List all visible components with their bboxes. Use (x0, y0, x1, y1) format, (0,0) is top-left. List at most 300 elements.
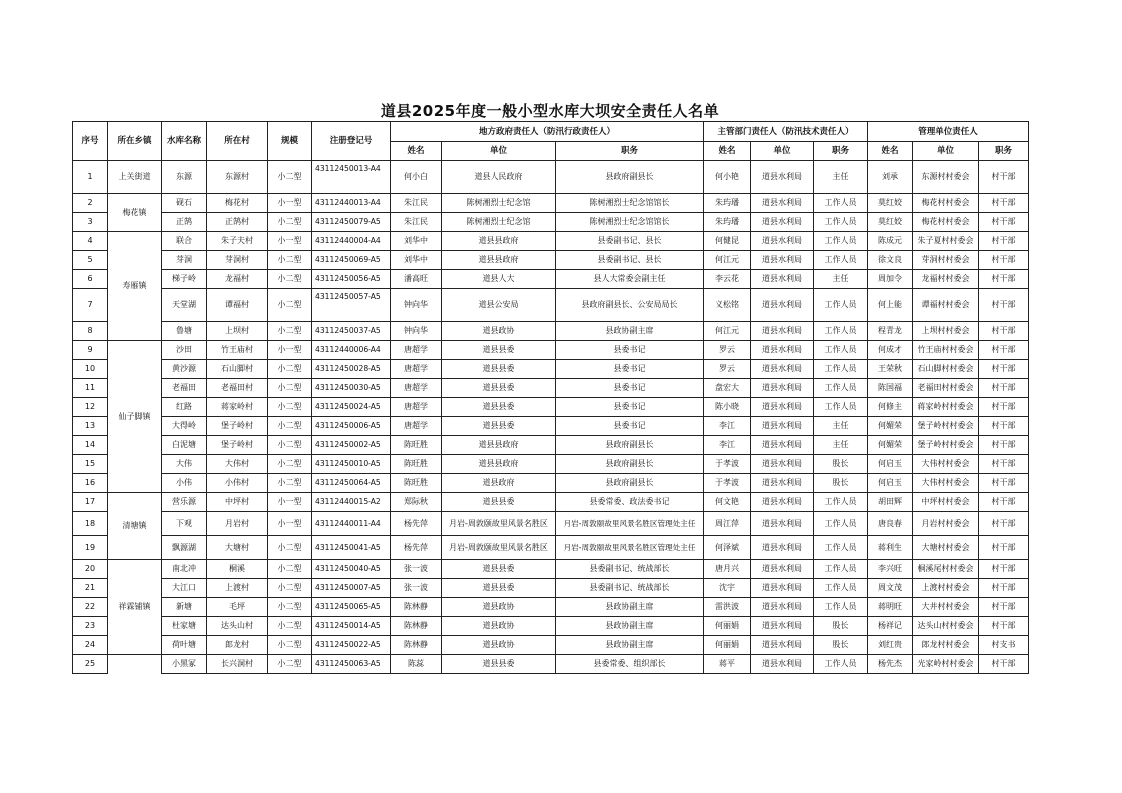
cell-dept-unit: 道县水利局 (751, 617, 814, 636)
cell-seq: 5 (73, 251, 108, 270)
cell-mgmt-unit: 郎龙村村委会 (913, 636, 979, 655)
cell-reg-no: 43112450030-A5 (312, 379, 391, 398)
cell-mgmt-name: 周文茂 (868, 579, 913, 598)
table-row (73, 161, 1029, 194)
cell-gov-name: 唐超学 (391, 360, 442, 379)
cell-dept-unit: 道县水利局 (751, 598, 814, 617)
cell-gov-position: 县政协副主席 (556, 322, 704, 341)
cell-reservoir: 大伟 (162, 455, 207, 474)
cell-reg-no: 43112450079-A5 (312, 213, 391, 232)
table-row (73, 232, 1029, 251)
cell-dept-position: 工作人员 (814, 398, 868, 417)
table-row (73, 579, 1029, 598)
cell-dept-name: 罗云 (704, 341, 751, 360)
cell-gov-name: 陈旺胜 (391, 436, 442, 455)
cell-gov-name: 刘华中 (391, 251, 442, 270)
cell-reg-no: 43112450010-A5 (312, 455, 391, 474)
cell-dept-unit: 道县水利局 (751, 436, 814, 455)
cell-dept-position: 主任 (814, 417, 868, 436)
cell-seq: 23 (73, 617, 108, 636)
table-row (73, 436, 1029, 455)
cell-scale: 小二型 (268, 455, 312, 474)
cell-dept-position: 工作人员 (814, 655, 868, 674)
cell-village: 谭福村 (207, 289, 268, 322)
cell-dept-name: 何丽娟 (704, 636, 751, 655)
cell-scale: 小二型 (268, 436, 312, 455)
cell-reg-no: 43112440006-A4 (312, 341, 391, 360)
cell-mgmt-name: 何媚荣 (868, 436, 913, 455)
cell-mgmt-position: 村干部 (979, 161, 1029, 194)
header-group-mgmt: 管理单位责任人 (868, 122, 1029, 142)
cell-gov-position: 县委书记 (556, 379, 704, 398)
cell-village: 上坝村 (207, 322, 268, 341)
cell-seq: 6 (73, 270, 108, 289)
cell-mgmt-unit: 石山脚村村委会 (913, 360, 979, 379)
cell-town: 祥霖铺镇 (108, 560, 162, 655)
cell-reservoir: 新塘 (162, 598, 207, 617)
cell-reg-no: 43112440013-A4 (312, 194, 391, 213)
cell-mgmt-name: 何上能 (868, 289, 913, 322)
cell-dept-unit: 道县水利局 (751, 270, 814, 289)
cell-reservoir: 红路 (162, 398, 207, 417)
cell-gov-unit: 道县县委 (442, 398, 556, 417)
cell-town: 梅花镇 (108, 194, 162, 232)
cell-mgmt-name: 杨祥记 (868, 617, 913, 636)
cell-reservoir: 正鹄 (162, 213, 207, 232)
cell-seq: 3 (73, 213, 108, 232)
cell-gov-name: 陈旺胜 (391, 474, 442, 493)
cell-reg-no: 43112450037-A5 (312, 322, 391, 341)
cell-mgmt-position: 村干部 (979, 360, 1029, 379)
cell-dept-name: 周江萍 (704, 512, 751, 536)
cell-gov-name: 张一波 (391, 560, 442, 579)
cell-reservoir: 东源 (162, 161, 207, 194)
cell-dept-unit: 道县水利局 (751, 161, 814, 194)
table-row (73, 560, 1029, 579)
cell-reg-no: 43112450013-A4 (312, 161, 391, 194)
cell-reservoir: 荷叶塘 (162, 636, 207, 655)
cell-dept-name: 何小艳 (704, 161, 751, 194)
cell-town: 寿雁镇 (108, 232, 162, 341)
table-row (73, 194, 1029, 213)
cell-mgmt-unit: 芽洞村村委会 (913, 251, 979, 270)
cell-village: 达头山村 (207, 617, 268, 636)
table-row (73, 398, 1029, 417)
cell-dept-position: 工作人员 (814, 512, 868, 536)
cell-scale: 小二型 (268, 417, 312, 436)
cell-mgmt-unit: 堡子岭村村委会 (913, 436, 979, 455)
cell-mgmt-name: 陈国福 (868, 379, 913, 398)
cell-dept-name: 朱玙璠 (704, 194, 751, 213)
cell-mgmt-name: 何成才 (868, 341, 913, 360)
cell-mgmt-unit: 梅花村村委会 (913, 213, 979, 232)
table-row (73, 536, 1029, 560)
cell-mgmt-name: 刘红贵 (868, 636, 913, 655)
table-row (73, 617, 1029, 636)
cell-mgmt-name: 何启玉 (868, 474, 913, 493)
cell-dept-name: 沈宇 (704, 579, 751, 598)
cell-gov-unit: 道县县政府 (442, 232, 556, 251)
cell-scale: 小二型 (268, 289, 312, 322)
cell-village: 郎龙村 (207, 636, 268, 655)
cell-mgmt-position: 村干部 (979, 232, 1029, 251)
cell-mgmt-name: 蒋利生 (868, 536, 913, 560)
cell-mgmt-name: 何启玉 (868, 455, 913, 474)
table-row (73, 455, 1029, 474)
cell-mgmt-unit: 朱子夏村村委会 (913, 232, 979, 251)
cell-gov-name: 唐超学 (391, 398, 442, 417)
cell-gov-position: 月岩-周敦颐故里风景名胜区管理处主任 (556, 512, 704, 536)
table-row (73, 598, 1029, 617)
cell-village: 梅花村 (207, 194, 268, 213)
cell-dept-unit: 道县水利局 (751, 655, 814, 674)
cell-gov-name: 陈蕊 (391, 655, 442, 674)
cell-dept-unit: 道县水利局 (751, 251, 814, 270)
cell-dept-unit: 道县水利局 (751, 636, 814, 655)
cell-dept-position: 工作人员 (814, 194, 868, 213)
cell-dept-unit: 道县水利局 (751, 536, 814, 560)
cell-scale: 小二型 (268, 636, 312, 655)
cell-gov-name: 陈旺胜 (391, 455, 442, 474)
table-row (73, 417, 1029, 436)
cell-dept-unit: 道县水利局 (751, 455, 814, 474)
cell-mgmt-name: 唐良春 (868, 512, 913, 536)
cell-reg-no: 43112450065-A5 (312, 598, 391, 617)
cell-gov-position: 县委副书记、统战部长 (556, 579, 704, 598)
cell-dept-unit: 道县水利局 (751, 474, 814, 493)
cell-reg-no: 43112450064-A5 (312, 474, 391, 493)
cell-scale: 小二型 (268, 379, 312, 398)
cell-reservoir: 飘源湖 (162, 536, 207, 560)
table-row (73, 322, 1029, 341)
cell-dept-name: 何江元 (704, 322, 751, 341)
cell-dept-position: 股长 (814, 636, 868, 655)
cell-dept-position: 工作人员 (814, 232, 868, 251)
cell-mgmt-name: 程青龙 (868, 322, 913, 341)
cell-mgmt-unit: 堡子岭村村委会 (913, 417, 979, 436)
cell-reservoir: 下观 (162, 512, 207, 536)
cell-reg-no: 43112450069-A5 (312, 251, 391, 270)
cell-gov-name: 朱江民 (391, 213, 442, 232)
cell-mgmt-name: 莫红姣 (868, 213, 913, 232)
cell-scale: 小二型 (268, 161, 312, 194)
cell-mgmt-name: 莫红姣 (868, 194, 913, 213)
cell-mgmt-name: 蒋明旺 (868, 598, 913, 617)
cell-dept-name: 于孝波 (704, 455, 751, 474)
cell-gov-name: 钟向华 (391, 289, 442, 322)
cell-mgmt-position: 村干部 (979, 322, 1029, 341)
cell-seq: 7 (73, 289, 108, 322)
cell-mgmt-name: 何修主 (868, 398, 913, 417)
cell-reg-no: 43112450056-A5 (312, 270, 391, 289)
cell-reg-no: 43112440011-A4 (312, 512, 391, 536)
cell-seq: 16 (73, 474, 108, 493)
cell-dept-unit: 道县水利局 (751, 341, 814, 360)
cell-dept-position: 工作人员 (814, 536, 868, 560)
cell-scale: 小二型 (268, 560, 312, 579)
cell-dept-position: 主任 (814, 436, 868, 455)
cell-scale: 小二型 (268, 655, 312, 674)
header-scale: 规模 (268, 122, 312, 161)
table-row (73, 289, 1029, 322)
cell-reservoir: 老福田 (162, 379, 207, 398)
cell-dept-unit: 道县水利局 (751, 360, 814, 379)
cell-village: 龙福村 (207, 270, 268, 289)
cell-scale: 小二型 (268, 251, 312, 270)
cell-dept-unit: 道县水利局 (751, 512, 814, 536)
cell-reservoir: 大江口 (162, 579, 207, 598)
cell-mgmt-unit: 谭福村村委会 (913, 289, 979, 322)
cell-seq: 12 (73, 398, 108, 417)
cell-dept-unit: 道县水利局 (751, 322, 814, 341)
cell-town-empty (108, 655, 162, 674)
cell-reg-no: 43112450022-A5 (312, 636, 391, 655)
cell-mgmt-name: 李兴旺 (868, 560, 913, 579)
cell-gov-name: 杨先萍 (391, 512, 442, 536)
cell-mgmt-unit: 大塘村村委会 (913, 536, 979, 560)
cell-reservoir: 营乐源 (162, 493, 207, 512)
cell-gov-unit: 道县人民政府 (442, 161, 556, 194)
cell-gov-name: 陈林静 (391, 636, 442, 655)
cell-reservoir: 沙田 (162, 341, 207, 360)
table-row (73, 512, 1029, 536)
document-title: 道县2025年度一般小型水库大坝安全责任人名单 (380, 102, 720, 120)
cell-dept-position: 工作人员 (814, 579, 868, 598)
cell-village: 芽洞村 (207, 251, 268, 270)
cell-mgmt-position: 村干部 (979, 194, 1029, 213)
cell-gov-name: 唐超学 (391, 417, 442, 436)
cell-mgmt-position: 村干部 (979, 536, 1029, 560)
table-row (73, 636, 1029, 655)
cell-seq: 14 (73, 436, 108, 455)
cell-mgmt-unit: 龙福村村委会 (913, 270, 979, 289)
cell-gov-position: 县委书记 (556, 417, 704, 436)
cell-mgmt-name: 徐文良 (868, 251, 913, 270)
cell-gov-position: 县政协副主席 (556, 617, 704, 636)
cell-mgmt-position: 村干部 (979, 213, 1029, 232)
cell-scale: 小二型 (268, 474, 312, 493)
cell-dept-unit: 道县水利局 (751, 194, 814, 213)
cell-gov-name: 朱江民 (391, 194, 442, 213)
cell-gov-position: 县委副书记、统战部长 (556, 560, 704, 579)
cell-mgmt-unit: 大伟村村委会 (913, 474, 979, 493)
table-row (73, 655, 1029, 674)
cell-dept-position: 股长 (814, 617, 868, 636)
cell-dept-name: 何健昆 (704, 232, 751, 251)
header-gov-name: 姓名 (391, 142, 442, 161)
cell-dept-position: 工作人员 (814, 360, 868, 379)
cell-gov-unit: 道县县委 (442, 560, 556, 579)
header-reservoir: 水库名称 (162, 122, 207, 161)
cell-dept-name: 何文艳 (704, 493, 751, 512)
cell-mgmt-unit: 蒋家岭村村委会 (913, 398, 979, 417)
cell-dept-unit: 道县水利局 (751, 417, 814, 436)
cell-town: 仙子脚镇 (108, 341, 162, 493)
cell-dept-unit: 道县水利局 (751, 289, 814, 322)
cell-village: 月岩村 (207, 512, 268, 536)
cell-dept-name: 雷洪波 (704, 598, 751, 617)
cell-mgmt-name: 周加令 (868, 270, 913, 289)
cell-reg-no: 43112450063-A5 (312, 655, 391, 674)
cell-gov-name: 唐超学 (391, 379, 442, 398)
cell-dept-name: 义松铭 (704, 289, 751, 322)
cell-dept-unit: 道县水利局 (751, 398, 814, 417)
cell-village: 上渡村 (207, 579, 268, 598)
cell-village: 大伟村 (207, 455, 268, 474)
cell-gov-position: 县委书记 (556, 341, 704, 360)
responsibility-table (72, 121, 1029, 674)
cell-mgmt-position: 村干部 (979, 560, 1029, 579)
cell-village: 正鹄村 (207, 213, 268, 232)
cell-scale: 小一型 (268, 341, 312, 360)
cell-mgmt-position: 村干部 (979, 251, 1029, 270)
cell-gov-name: 潘高旺 (391, 270, 442, 289)
cell-mgmt-name: 杨先杰 (868, 655, 913, 674)
cell-seq: 11 (73, 379, 108, 398)
cell-village: 堡子岭村 (207, 436, 268, 455)
cell-mgmt-unit: 中坪村村委会 (913, 493, 979, 512)
cell-seq: 4 (73, 232, 108, 251)
cell-dept-unit: 道县水利局 (751, 213, 814, 232)
header-gov-position: 职务 (556, 142, 704, 161)
cell-gov-unit: 道县县委 (442, 579, 556, 598)
cell-gov-unit: 道县县委 (442, 379, 556, 398)
cell-reservoir: 黄沙源 (162, 360, 207, 379)
cell-reg-no: 43112450014-A5 (312, 617, 391, 636)
table-row (73, 270, 1029, 289)
cell-dept-position: 股长 (814, 455, 868, 474)
cell-gov-position: 县政协副主席 (556, 636, 704, 655)
cell-mgmt-unit: 月岩村村委会 (913, 512, 979, 536)
cell-gov-unit: 道县政协 (442, 617, 556, 636)
cell-village: 老福田村 (207, 379, 268, 398)
cell-dept-name: 何江元 (704, 251, 751, 270)
cell-gov-position: 县委常委、组织部长 (556, 655, 704, 674)
cell-seq: 8 (73, 322, 108, 341)
cell-gov-position: 月岩-周敦颐故里风景名胜区管理处主任 (556, 536, 704, 560)
cell-village: 朱子夫村 (207, 232, 268, 251)
cell-mgmt-position: 村干部 (979, 455, 1029, 474)
cell-village: 小伟村 (207, 474, 268, 493)
cell-dept-unit: 道县水利局 (751, 560, 814, 579)
cell-mgmt-unit: 梅花村村委会 (913, 194, 979, 213)
cell-mgmt-unit: 东源村村委会 (913, 161, 979, 194)
header-town: 所在乡镇 (108, 122, 162, 161)
cell-gov-unit: 道县政协 (442, 598, 556, 617)
cell-gov-unit: 陈树湘烈士纪念馆 (442, 194, 556, 213)
cell-dept-name: 李江 (704, 417, 751, 436)
cell-reg-no: 43112450028-A5 (312, 360, 391, 379)
cell-gov-unit: 道县县委 (442, 655, 556, 674)
cell-reg-no: 43112450057-A5 (312, 289, 391, 322)
header-dept-position: 职务 (814, 142, 868, 161)
cell-gov-name: 刘华中 (391, 232, 442, 251)
cell-gov-unit: 陈树湘烈士纪念馆 (442, 213, 556, 232)
cell-mgmt-position: 村支书 (979, 636, 1029, 655)
header-dept-name: 姓名 (704, 142, 751, 161)
cell-mgmt-unit: 上坝村村委会 (913, 322, 979, 341)
header-group-gov: 地方政府责任人（防汛行政责任人） (391, 122, 704, 142)
cell-reservoir: 鲁塘 (162, 322, 207, 341)
cell-scale: 小二型 (268, 360, 312, 379)
cell-gov-name: 陈林静 (391, 617, 442, 636)
cell-mgmt-position: 村干部 (979, 598, 1029, 617)
cell-dept-name: 陈小晓 (704, 398, 751, 417)
cell-gov-position: 县政府副县长 (556, 436, 704, 455)
cell-dept-position: 主任 (814, 270, 868, 289)
cell-village: 东源村 (207, 161, 268, 194)
table-row (73, 213, 1029, 232)
cell-mgmt-name: 何媚荣 (868, 417, 913, 436)
cell-gov-position: 陈树湘烈士纪念馆馆长 (556, 213, 704, 232)
cell-gov-name: 陈林静 (391, 598, 442, 617)
cell-reg-no: 43112450041-A5 (312, 536, 391, 560)
cell-gov-unit: 道县县委 (442, 341, 556, 360)
cell-scale: 小二型 (268, 270, 312, 289)
cell-dept-position: 工作人员 (814, 341, 868, 360)
cell-dept-unit: 道县水利局 (751, 493, 814, 512)
cell-dept-position: 工作人员 (814, 598, 868, 617)
cell-scale: 小二型 (268, 213, 312, 232)
cell-reservoir: 小黑冢 (162, 655, 207, 674)
cell-mgmt-position: 村干部 (979, 474, 1029, 493)
cell-seq: 25 (73, 655, 108, 674)
header-mgmt-name: 姓名 (868, 142, 913, 161)
cell-mgmt-name: 陈成元 (868, 232, 913, 251)
cell-seq: 19 (73, 536, 108, 560)
cell-dept-position: 工作人员 (814, 493, 868, 512)
cell-scale: 小二型 (268, 398, 312, 417)
cell-mgmt-position: 村干部 (979, 655, 1029, 674)
cell-gov-unit: 道县县政府 (442, 251, 556, 270)
cell-gov-position: 陈树湘烈士纪念馆馆长 (556, 194, 704, 213)
cell-gov-unit: 道县县委 (442, 360, 556, 379)
cell-mgmt-unit: 光家岭村村委会 (913, 655, 979, 674)
cell-gov-unit: 道县公安局 (442, 289, 556, 322)
cell-gov-name: 郑际秋 (391, 493, 442, 512)
cell-mgmt-position: 村干部 (979, 493, 1029, 512)
cell-gov-position: 县政府副县长 (556, 474, 704, 493)
cell-mgmt-name: 胡田辉 (868, 493, 913, 512)
cell-dept-position: 主任 (814, 161, 868, 194)
cell-seq: 21 (73, 579, 108, 598)
cell-village: 桐溪 (207, 560, 268, 579)
cell-mgmt-position: 村干部 (979, 417, 1029, 436)
cell-reservoir: 梯子岭 (162, 270, 207, 289)
cell-gov-position: 县政府副县长 (556, 455, 704, 474)
cell-dept-unit: 道县水利局 (751, 232, 814, 251)
cell-reg-no: 43112450040-A5 (312, 560, 391, 579)
header-gov-unit: 单位 (442, 142, 556, 161)
cell-gov-unit: 道县政协 (442, 636, 556, 655)
cell-mgmt-position: 村干部 (979, 436, 1029, 455)
cell-mgmt-unit: 上渡村村委会 (913, 579, 979, 598)
cell-dept-name: 蒋平 (704, 655, 751, 674)
cell-dept-name: 何泽斌 (704, 536, 751, 560)
cell-scale: 小一型 (268, 232, 312, 251)
cell-dept-position: 工作人员 (814, 251, 868, 270)
cell-town: 上关街道 (108, 161, 162, 194)
cell-scale: 小一型 (268, 493, 312, 512)
cell-reg-no: 43112450024-A5 (312, 398, 391, 417)
cell-mgmt-position: 村干部 (979, 512, 1029, 536)
cell-village: 石山脚村 (207, 360, 268, 379)
cell-dept-unit: 道县水利局 (751, 379, 814, 398)
cell-seq: 9 (73, 341, 108, 360)
cell-mgmt-unit: 老福田村村委会 (913, 379, 979, 398)
cell-scale: 小二型 (268, 579, 312, 598)
cell-gov-position: 县人大常委会副主任 (556, 270, 704, 289)
